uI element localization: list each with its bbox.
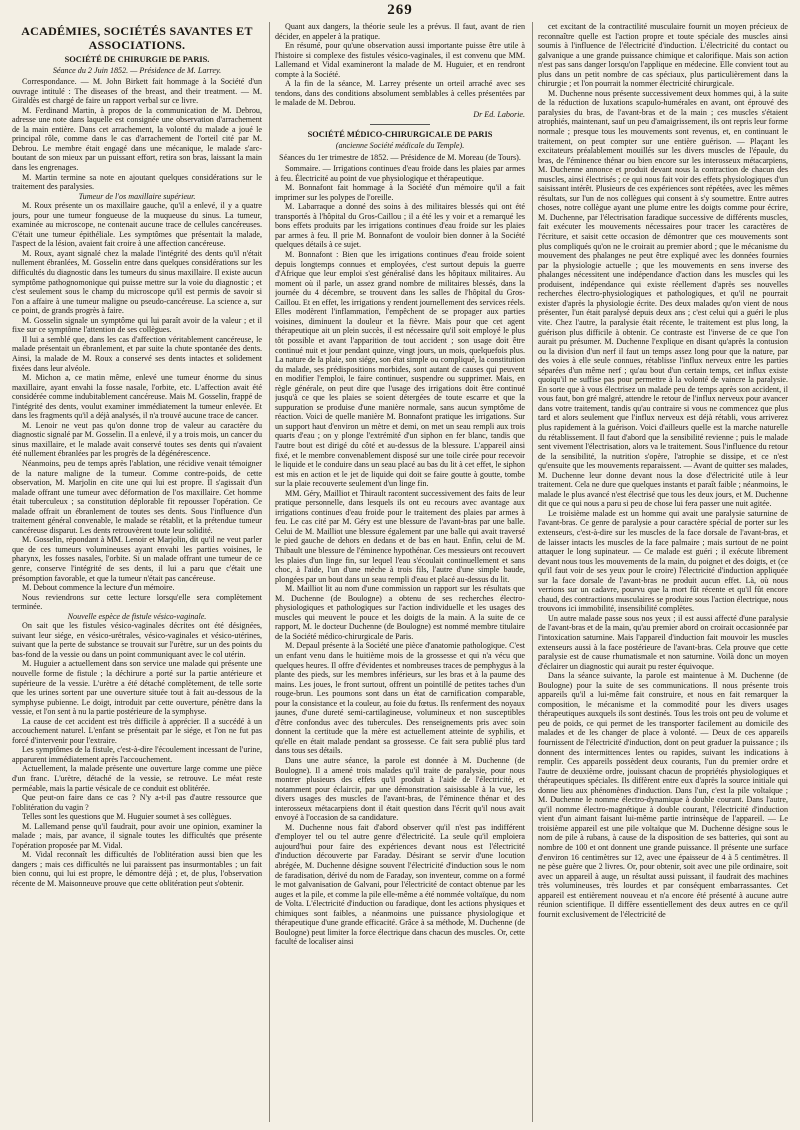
subheading: Nouvelle espèce de fistule vésico-vaginale. [67,611,207,621]
paragraph: Les symptômes de la fistule, c'est-à-dire l'écoulement incessant de l'urine, apparurent immédiatement après l'accouchement. [12,745,262,764]
society-heading: SOCIÉTÉ MÉDICO-CHIRURGICALE DE PARIS [307,130,493,140]
paragraph: Correspondance. — M. John Birkett fait hommage à la Société d'un ouvrage intitulé : The diseases of the breast, and their treatment. — M. Giraldès est chargé de faire un rapport verbal sur ce livre. [12,77,262,106]
section-separator [370,124,430,125]
paragraph: cet excitant de la contractilité musculaire fournit un moyen précieux de reconnaître quelle est l'action propre et toute spéciale des muscles ainsi soumis à l'influence de l'électricité d'induction. L'électricité du contact ou galvanique a une grande puissance chimique et calorifique. Mais son action n'est pas sans danger lorsqu'on l'applique en médecine. Elle convient tout au plus dans un petit nombre de cas spéciaux, plus particulièrement dans la chirurgie ; et l'on pourrait la nommer électricité chirurgicale. [538,22,788,89]
session-line: Séances du 1er trimestre de 1852. — Présidence de M. Moreau (de Tours). [279,152,521,162]
summary: Sommaire. — Irrigations continues d'eau froide dans les plaies par armes à feu. Électricité au point de vue physiologique et thérapeutique. [275,164,525,183]
paragraph: M. Labarraque a donné des soins à des militaires blessés qui ont été transportés à l'hôpital du Gros-Caillou ; il a été les y voir et a remarqué les bons effets produits par les irrigations continues d'eau froide sur les plaies par armes à feu. Il prie M. Bonnafont de vouloir bien donner à la Société quelques détails à ce sujet. [275,202,525,250]
paragraph: M. Roux présente un os maxillaire gauche, qu'il a enlevé, il y a quatre jours, pour une tumeur fongueuse de la muqueuse du sinus. La tumeur, examinée au microscope, ne contenait aucune trace de cellules cancéreuses. C'était une tumeur épithéliale. Les symptômes que présentait la malade, l'aspect de la lésion, avaient fait croire à une affection cancéreuse. [12,201,262,249]
paragraph: M. Michon a, ce matin même, enlevé une tumeur énorme du sinus maxillaire, ayant envahi la fosse nasale, l'orbite, etc. L'affection avait été considérée comme indubitablement cancéreuse. Mais M. Gosselin, frappé de l'intégrité des dents, voulut examiner immédiatement la tumeur enlevée. Et dans les fragments qu'il a déjà analysés, il n'a trouvé aucune trace de cancer. [12,373,262,421]
column-3 [538,22,788,1122]
society-subheading: (ancienne Société médicale du Temple). [335,141,465,151]
column-rule-left [269,22,270,1122]
paragraph: M. Ferdinand Martin, à propos de la communication de M. Debrou, adresse une note dans laquelle est consignée une observation d'arrachement de la main entière. Dans cet arrachement, la volonté du malade a joué le principal rôle, comme dans le cas d'arrachement de l'orteil cité par M. Debrou. Le membre était engagé dans une mécanique, le malade s'arc-boutant de son mieux par un puissant effort, retira son bras, laissant la main dans les engrenages. [12,105,262,173]
paragraph: Dans une autre séance, la parole est donnée à M. Duchenne (de Boulogne). Il a amené trois malades qu'il traite de paralysie, pour nous montrer plusieurs des effets qu'il produit à l'aide de l'électricité, et notamment pour éclaircir, par une démonstration saisissable à la vue, les divers usages des muscles de l'avant-bras, de l'éminence thénar et des interosseux métacarpiens dont il était question dans l'écrit qu'il nous avait envoyé à l'occasion de sa candidature. [275,756,525,823]
page-number: 269 [387,2,413,18]
paragraph: En résumé, pour qu'une observation aussi importante puisse être utile à l'histoire si complexe des fistules vésico-vaginales, il est convenu que MM. Lallemand et Vidal examineront la malade de M. Huguier, et en rendront compte à la Société. [275,41,525,79]
paragraph: On sait que les fistules vésico-vaginales décrites ont été désignées, suivant leur siége, en vésico-urétrales, vésico-vaginales et vésico-utérines, suivant que la perte de substance se trouvait sur l'urètre, sur un des points du bas-fond de la vessie ou dans un point communiquant avec le col utérin. [12,621,262,659]
column-1 [12,22,262,1122]
paragraph: Telles sont les questions que M. Huguier soumet à ses collègues. [22,812,232,822]
paragraph: Un autre malade passe sous nos yeux ; il est aussi affecté d'une paralysie de l'avant-bras et de la main, qu'au premier abord on croirait occasionnée par l'intoxication saturnine. Mais l'appareil d'induction fait mouvoir les muscles extenseurs aussi à la face postérieure de l'avant-bras. Cela prouve que cette paralysie est de cause rhumatismale et non saturnine. Voilà donc un moyen d'éclairer un diagnostic qui aurait pu rester équivoque. [538,613,788,671]
paragraph: M. Duchenne nous fait d'abord observer qu'il n'est pas indifférent d'employer tel ou tel autre genre d'électricité. La seule qu'il emploiera aujourd'hui pour faire des expériences devant nous est l'électricité d'induction découverte par Faraday. Désirant se servir d'une locution abrégée, M. Duchenne désigne souvent l'électricité d'induction sous le nom de faradisation, dérivé du nom de Faraday, son inventeur, comme on a formé le mot galvanisation de Galvani, pour l'électricité de contact obtenue par les auges et la pile, et comme la pile elle-même a été nommée voltaïque, du nom de Volta. L'électricité d'induction ou faradique, dont les actions physiques et chimiques sont faibles, a néanmoins une puissance physiologique et thérapeutique d'une grande efficacité. Grâce à sa méthode, M. Duchenne (de Boulogne) peut limiter la force électrique dans chacun des muscles. Or, cette faculté de localiser ainsi [275,822,525,947]
paragraph: Que peut-on faire dans ce cas ? N'y a-t-il pas d'autre ressource que l'oblitération du vagin ? [12,793,262,812]
paragraph: M. Roux, ayant signalé chez la malade l'intégrité des dents qu'il n'était nullement ébranlées, M. Gosselin entre dans quelques considérations sur les difficultés du diagnostic dans les tumeurs du sinus maxillaire. Il existe aucun symptôme pathognomonique qui puisse mettre sur la voie du diagnostic ; et c'est seulement sous le champ du microscope qu'il est permis de savoir si l'on a affaire à une tumeur maligne ou pseudo-cancéreuse. La science a, sur ce point, de grands progrès à faire. [12,248,262,316]
paragraph: Dans la séance suivante, la parole est maintenue à M. Duchenne (de Boulogne) pour la suite de ses communications. Il nous présente trois appareils qu'il a lui-même fait construire, et nous en fait remarquer la composition, le mécanisme et la commodité pour les divers usages thérapeutiques auxquels ils sont destinés. Tous les trois ont peu de volume et peu de poids, ce qui permet de les transporter facilement au domicile des malades et de les changer de place à volonté. — Deux de ces appareils fournissent de l'électricité d'induction, dont on peut graduer la puissance ; ils donnent des intermittences lentes ou rapides, suivant les indications à remplir. Ces appareils possèdent deux courants, l'un du premier ordre et l'autre de deuxième ordre, jouissant chacun de propriétés physiologiques et thérapeutiques spéciales. Ils diffèrent entre eux d'après la source initiale qui donne lieu aux phénomènes d'induction. Dans l'un, c'est la pile voltaïque ; M. Duchenne le nomme électro-dynamique à double courant. Dans l'autre, qu'il nomme électro-magnétique à double courant, l'électricité d'induction vient d'un aimant faisant lui-même partie intrinsèque de l'appareil. — Le troisième appareil est une pile voltaïque que M. Duchenne désigne sous le nom de pile à rubans, à cause de la disposition de ses batteries, qui sont au nombre de 100 et ont donnent une grande puissance. Il présente une surface d'environ 16 centimètres sur 12, avec une épaisseur de 4 à 5 centimètres. Il ne pèse guère que 2 livres. Or, pour obtenir, soit avec une pile ordinaire, soit avec un appareil à auge, un résultat aussi puissant, il faudrait des machines très volumineuses, très lourdes et par conséquent embarrassantes. Cet appareil est entièrement nouveau et n'a encore été présenté à aucune autre réunion scientifique. Il diffère essentiellement des deux autres en ce qu'il fournit exclusivement de l'électricité de [538,671,788,919]
section-title: ACADÉMIES, SOCIÉTÉS SAVANTES ET ASSOCIATIONS. [21,24,253,52]
paragraph: M. Lallemand pense qu'il faudrait, pour avoir une opinion, examiner la malade ; mais, par avance, il signale toutes les difficultés que présente l'opération proposée par M. Vidal. [12,821,262,850]
paragraph: Il lui a semblé que, dans les cas d'affection véritablement cancéreuse, le malade présentait un ébranlement, et par suite la chute spontanée des dents. Ainsi, la malade de M. Roux a conservé ses dents intactes et solidement fixées dans leur alvéole. [12,334,262,373]
paragraph: M. Debout commence la lecture d'un mémoire. [22,583,175,593]
author-signature: Dr Ed. Laborie. [473,109,525,119]
paragraph: M. Duchenne nous présente successivement deux hommes qui, à la suite de la réduction de luxations scapulo-humérales en avant, ont éprouvé des paralysies du bras, de l'avant-bras et de la main ; ces muscles s'étaient atrophiés, maintenant, sauf un peu d'amaigrissement, ils ont repris leur forme normale ; presque tous les mouvements sont revenus, et, en continuant le traitement, on peut compter sur une entière guérison. — Plaçant les excitateurs préalablement mouillés sur les divers muscles de l'épaule, du bras, de l'éminence thénar ou bien encore sur les interosseux métacarpiens, M. Duchenne annonce et produit devant nous la contraction de chacun des muscles, ainsi électrisés ; ce qui nous fait voir des effets physiologiques d'un saisissant intérêt. Plusieurs de ces expériences sont répétées, avec les mêmes résultats, sur l'un de nos collègues qui consent à s'y soumettre. Entre autres choses, notre collègue ayant une plume entre les doigts comme pour écrire, M. Duchenne, par l'électrisation faradique successive de différents muscles, fait exécuter les mouvements nécessaires pour tracer les caractères de l'écriture, et saisit cette occasion de démontrer que ces mouvements sont plus compliqués qu'on ne le croirait au premier abord ; que le mécanisme du mouvement des phalanges ne peut être expliqué avec les données fournies par la physiologie actuelle ; que les mouvements en sens inverse des phalanges nécessitent une indépendance d'action dans les muscles qui les produisent, indépendance qui existe réellement d'après ses nouvelles recherches électro-physiologiques et pathologiques, et qu'il ne pourrait exister d'après la physiologie écrite. Des deux malades qu'on vient de nous présenter, l'un était paralysé depuis deux ans ; c'est celui qui a guéri le plus vite. Chez l'autre, la paralysie était récente, le traitement est plus long, la guérison plus difficile à obtenir. Ce contraste est l'inverse de ce que l'on aurait pu présumer. M. Duchenne l'explique en disant qu'après la contusion ou la division d'un nerf il faut un temps assez long pour que la nature, par des voies à elle seule connues, rétablisse l'influx nerveux entre les parties séparées d'un même nerf ; qu'au bout d'un certain temps, cet influx existe quoiqu'il ne suffise pas pour permettre à la volonté de vaincre la paralysie. En sorte que à vous électrisez un malade peu de temps après son accident, il vous faut, bon gré malgré, attendre le retour de l'influx nerveux pour avancer dans votre traitement, tandis qu'au contraire si vous ne commencez que plus tard et alors seulement que l'influx nerveux est déjà rétabli, vous arriverez plus rapidement à la guérison. Voici d'ailleurs quelle est la marche naturelle du rétablissement. Il faut d'abord que la sensibilité revienne ; puis le malade sent vivement l'électrisation, alors va le traitement. Sous l'influence du retour de la sensibilité, la nutrition s'opère, l'atrophie se dissipe, et ce n'est qu'ensuite que les mouvements reparaissent. — Avant de quitter ses malades, M. Duchenne leur donne devant nous la dose d'électricité utile à leur traitement. Cela ne dure que quelques instants et paraît faible ; néanmoins, le malade le plus avancé n'est électrisé que tous les deux jours, et M. Duchenne dit que ce qui nous a paru si peu de chose lui fera passer une nuit agitée. [538,88,788,509]
subheading: Tumeur de l'os maxillaire supérieur. [78,191,196,201]
paragraph: A la fin de la séance, M. Larrey présente un orteil arraché avec ses tendons, dans des conditions absolument semblables à celles présentées par le malade de M. Debrou. [275,79,525,108]
column-2 [275,22,525,1122]
paragraph: Néanmoins, peu de temps après l'ablation, une récidive venait témoigner de la nature maligne de la tumeur. Comme contre-poids, de cette observation, M. Marjolin en cite une qui lui est propre. Il s'agissait d'un malade offrant une tumeur avec déformation de l'os maxillaire. Cet homme était tuberculeux ; sa constitution déplorable fit repousser l'opération. Ce malade offrait un ébranlement de toutes ses dents. Sous l'influence d'un traitement général convenable, le malade se rétablit, et la prétendue tumeur cancéreuse disparut. Les dents retrouvèrent toute leur solidité. [12,458,262,535]
paragraph: Quant aux dangers, la théorie seule les a prévus. Il faut, avant de rien décider, en appeler à la pratique. [275,22,525,41]
society-heading: SOCIÉTÉ DE CHIRURGIE DE PARIS. [64,55,210,64]
paragraph: M. Bonnafont fait hommage à la Société d'un mémoire qu'il a fait imprimer sur les polypes de l'oreille. [275,183,525,202]
paragraph: M. Huguier a actuellement dans son service une malade qui présente une nouvelle forme de fistule ; la déchirure a porté sur la partie antérieure et supérieure de la vessie. L'urètre a été détaché complètement, de telle sorte que les urines sortent par une ouverture située tout à fait au-dessous de la symphyse pubienne. Le doigt, introduit par cette ouverture, pénètre dans la vessie, et l'on sent à nu la partie postérieure de la symphyse. [12,659,262,717]
paragraph: M. Bonnafont : Bien que les irrigations continues d'eau froide soient depuis longtemps connues et employées, c'est surtout depuis la guerre d'Afrique que leur emploi s'est généralisé dans les hôpitaux militaires. Au moment où il parle, un assez grand nombre de militaires blessés, dans la journée du 4 décembre, se trouvent dans les salles de l'hôpital du Gros-Caillou. Et en effet, les irrigations y rendent journellement des services réels. Elles modèrent l'inflammation, l'empêchent de se propager aux parties voisines, diminuent la douleur et la fièvre. Mais pour que cet agent thérapeutique ait un plein succès, il est nécessaire qu'il soit employé le plus tôt possible et avant l'apparition de tout accident ; son usage doit être continué nuit et jour pendant quinze, vingt jours, un mois, quelquefois plus. La nature de la plaie, son siége, son état simple ou compliqué, la constitution du malade, ses prédispositions morbides, sont autant de causes qui peuvent en modifier l'emploi, le faire continuer, suspendre ou supprimer. Mais, en règle générale, on peut dire que l'usage des irrigations doit être continué jusqu'à ce que les plaies se soient détergées de toute escarre et que la suppuration se produise d'une manière normale, sans aucun symptôme de réaction. Voici de quelle manière M. Bonnafont pratique les irrigations. Sur un support haut d'environ un mètre et demi, on met un seau rempli aux trois quarts d'eau ; on y plonge l'extrémité d'un siphon en fer blanc, tandis que l'autre bout est dirigé du côté et au-dessus de la blessure. L'appareil ainsi fixé, et le membre convenablement disposé sur une toile cirée pour recevoir le liquide et le conduire dans un seau placé au bas du lit à cet effet, le siphon est mis en action et le jet de liquide qui doit se faire goutte à goutte, tombe sur la plaie recouverte seulement d'un linge fin. [275,250,525,489]
paragraph: Le troisième malade est un homme qui avait une paralysie saturnine de l'avant-bras. Ce genre de paralysie a pour caractère spécial de porter sur les extenseurs, c'est-à-dire sur les muscles de la face dorsale de l'avant-bras, et de laisser intacts les muscles de la face palmaire ; mais surtout de ne point attaquer le long supinateur. — Ce malade est guéri ; il exécute librement devant nous tous les mouvements de la main, du poignet et des doigts, et (ce qu'il faut voir de ses yeux pour le croire) l'électricité d'induction appliquée sur la face dorsale de l'avant-bras ne produit aucun effet. Là, où nous verrions sur un cadavre, pourvu que la mort fût récente et qu'il fût encore chaud, des contractions musculaires se produire sous l'action électrique, nous trouvons ici immobilité, insensibilité complètes. [538,508,788,614]
paragraph: M. Mailliot lit au nom d'une commission un rapport sur les résultats que M. Duchenne (de Boulogne) a obtenu de ses recherches électro-physiologiques et pathologiques sur l'action individuelle et les usages des muscles qui meuvent le pouce et les doigts de la main. A la suite de ce rapport, M. le docteur Duchenne (de Boulogne) est nommé membre titulaire de la Société médico-chirurgicale de Paris. [275,584,525,641]
session-line: Séance du 2 Juin 1852. — Présidence de M. Larrey. [52,65,222,75]
paragraph: M. Vidal reconnaît les difficultés de l'oblitération aussi bien que les dangers ; mais ces difficultés ne lui paraissent pas insurmontables ; un fait bien connu, qui lui est propre, le démontre déjà ; et, de plus, l'observation récente de M. Maisonneuve prouve que cette oblitération peut s'obtenir. [12,850,262,889]
paragraph: M. Lenoir ne veut pas qu'on donne trop de valeur au caractère du diagnostic signalé par M. Gosselin. Il a enlevé, il y a trois mois, un cancer du sinus maxillaire, et le malade avait conservé toutes ses dents qui n'avaient été nullement ébranlées par les progrès de la dégénérescence. [12,420,262,459]
column-rule-right [532,22,533,1122]
paragraph: M. Depaul présente à la Société une pièce d'anatomie pathologique. C'est un enfant venu dans le huitième mois de la grossesse et qui n'a vécu que quelques heures. Il offre d'évidentes et nombreuses traces de pemphygus à la plante des pieds, sur les membres inférieurs, sur les bras et à la paume des mains. Les joues, le front surtout, offrent un pointillé de petites taches d'un rouge-brun. Les poumons sont dans un état de carnification comparable, pour la consistance et la couleur, au foie du fœtus. Ils renferment des noyaux jaunes, d'une dureté semi-cartilagineuse, volumineux et non susceptibles d'être confondus avec des tubercules. Des renseignements pris avec soin donnent la certitude que la mère est actuellement atteinte de syphilis, et qu'elle en était malade pendant sa grossesse. Ce fait sera publié plus tard dans tous ses détails. [275,641,525,756]
paragraph: La cause de cet accident est très difficile à apprécier. Il a succédé à un accouchement naturel. L'enfant se présentait par le siége, et l'on ne fut pas forcé d'intervenir pour l'extraire. [12,716,262,745]
paragraph: M. Gosselin signale un symptôme qui lui paraît avoir de la valeur ; et il fixe sur ce symptôme l'attention de ses collègues. [12,315,262,335]
paragraph: M. Gosselin, répondant à MM. Lenoir et Marjolin, dit qu'il ne veut parler que de ces tumeurs volumineuses ayant envahi les parties voisines, le pharynx, les fosses nasales, l'orbite. Si un malade offrant une tumeur de ce genre, conserve l'intégrité de ses dents, il lui a paru que c'était une présomption favorable, et que la tumeur n'était pas cancéreuse. [12,535,262,583]
paragraph: MM. Géry, Mailliot et Thirault racontent successivement des faits de leur pratique personnelle, dans lesquels ils ont eu recours avec avantage aux irrigations continues d'eau froide pour le traitement des plaies par armes à feu. Le cas cité par M. Géry est une blessure de l'avant-bras par une balle. Celui de M. Mailliot une blessure également par une balle qui avait traversé le pied gauche de dehors en dedans et de bas en haut. Enfin, celui de M. Thibault une blessure de l'éminence hypothénar. Ces messieurs ont recouvert les plaies d'un linge fin, sur lequel l'eau s'écoulait continuellement et sans choc, à l'aide, l'un d'une mèche à trois fils, l'autre d'une simple baude, plongées par un bout dans un seau rempli d'eau et placé au-dessus du lit. [275,488,525,584]
paragraph: Actuellement, la malade présente une ouverture large comme une pièce d'un franc. L'urètre, détaché de la vessie, se retrouve. Le méat reste perméable, mais la partie vésicale de ce conduit est oblitérée. [12,764,262,793]
paragraph: M. Martin termine sa note en ajoutant quelques considérations sur le traitement des paralysies. [12,172,262,192]
paragraph: Nous reviendrons sur cette lecture lorsqu'elle sera complètement terminée. [12,592,262,612]
